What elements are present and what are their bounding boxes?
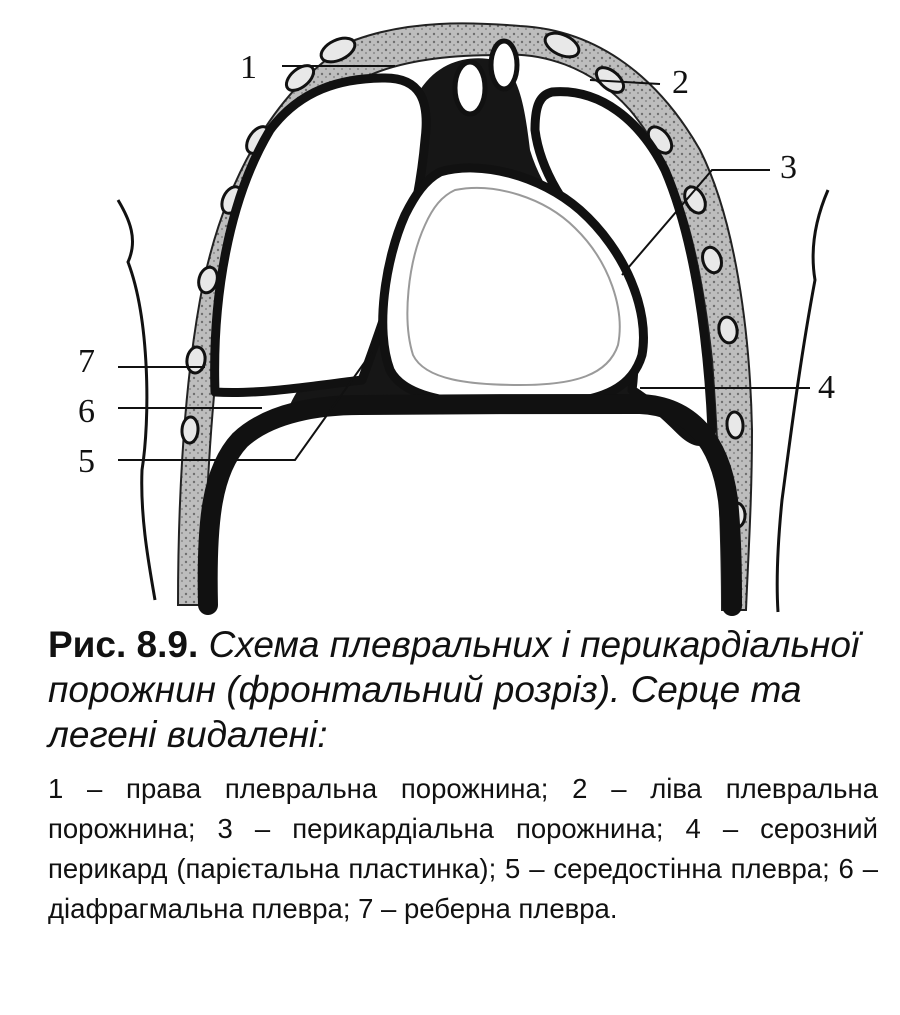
figure-title: Схема плевральних і перикардіальної порожнин (фронтальний розріз). Серце та легені видалені: bbox=[48, 624, 860, 755]
diaphragm bbox=[208, 404, 732, 606]
label-6: 6 bbox=[78, 393, 95, 430]
left-body-wall bbox=[118, 200, 155, 600]
figure-legend: 1 – права плевральна порожнина; 2 – ліва плевральна порожнина; 3 – перикардіальна порожнина; 4 – серозний перикард (парієтальна пластинка); 5 – середостінна плевра; 6 – діафрагмальна плевра; 7 – реберна плевра. bbox=[48, 773, 878, 924]
label-1: 1 bbox=[240, 49, 257, 86]
figure-caption bbox=[48, 622, 878, 929]
caption-heading bbox=[48, 622, 878, 757]
label-7: 7 bbox=[78, 343, 95, 380]
label-4: 4 bbox=[818, 369, 835, 406]
label-3: 3 bbox=[780, 149, 797, 186]
label-2: 2 bbox=[672, 64, 689, 101]
label-5: 5 bbox=[78, 443, 95, 480]
figure-number: Рис. 8.9. bbox=[48, 624, 199, 665]
